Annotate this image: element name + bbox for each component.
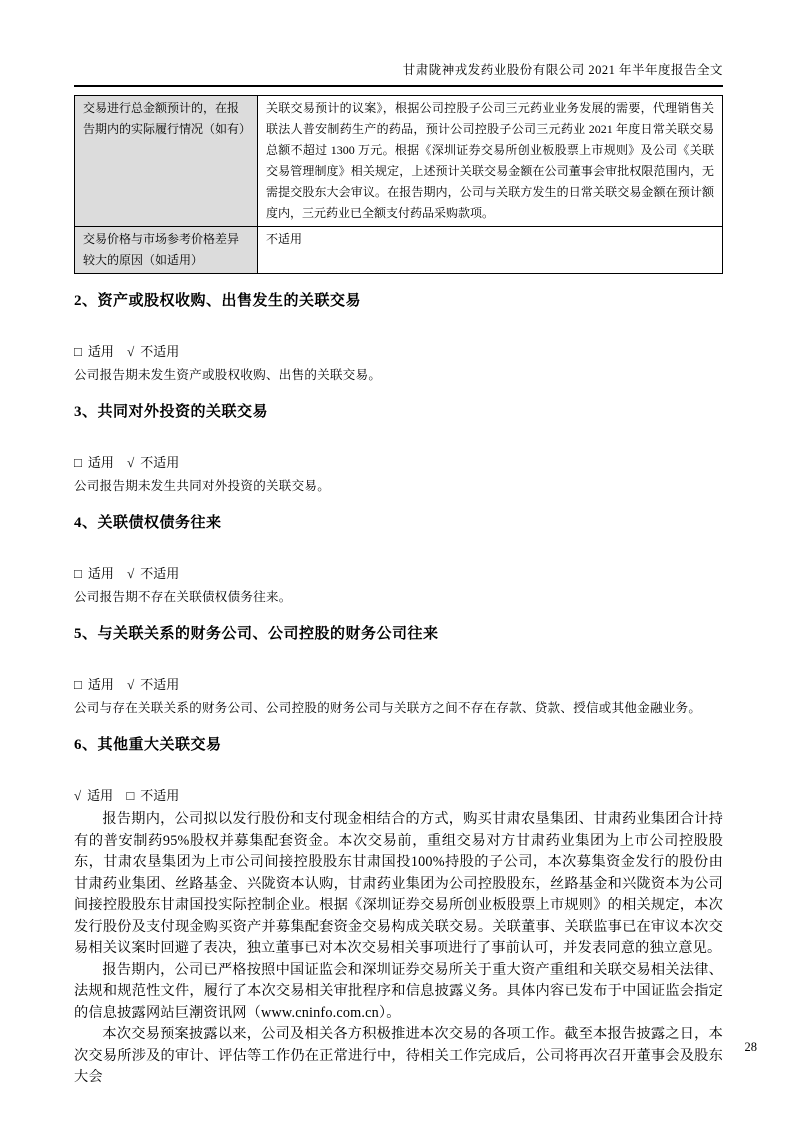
applicability-line [74, 787, 723, 804]
table-row [75, 227, 723, 274]
check-mark-icon: √ [127, 455, 135, 470]
body-paragraph: 本次交易预案披露以来，公司及相关各方积极推进本次交易的各项工作。截至本报告披露之日，本次交易所涉及的审计、评估等工作仍在正常进行中，待相关工作完成后，公司将再次召开董事会及股东大会 [74, 1026, 723, 1085]
body-paragraph: 报告期内，公司已严格按照中国证监会和深圳证券交易所关于重大资产重组和关联交易相关法律、法规和规范性文件，履行了本次交易相关审批程序和信息披露义务。具体内容已发布于中国证监会指定的信息披露网站巨潮资讯网（www.cninfo.com.cn）。 [74, 961, 723, 1021]
checkbox-unchecked-icon: □ [126, 788, 135, 803]
applicability-line [74, 565, 723, 582]
applicability-line [74, 343, 723, 360]
not-applicable-label: 不适用 [140, 677, 180, 692]
applicability-line [74, 676, 723, 693]
checkbox-unchecked-icon: □ [74, 677, 82, 692]
table-row [75, 96, 723, 227]
section-note: 公司与存在关联关系的财务公司、公司控股的财务公司与关联方之间不存在存款、贷款、授信或其他金融业务。 [74, 701, 702, 715]
section-heading: 5、与关联关系的财务公司、公司控股的财务公司往来 [74, 626, 439, 642]
row-value-actual-performance: 关联交易预计的议案》，根据公司控股子公司三元药业业务发展的需要，代理销售关联法人普安制药生产的药品，预计公司控股子公司三元药业 2021 年度日常关联交易总额不超过 1300 万元。根据《深圳证券交易所创业板股票上市规则》及公司《关联交易管理制度》相关规定，上述预计关联交易金额在公司董事会审批权限范围内，无需提交股东大会审议。在报告期内，公司与关联方发生的日常关联交易金额在预计额度内，三元药业已全额支付药品采购款项。 [258, 96, 723, 227]
applicability-line [74, 454, 723, 471]
section-asset-equity-related-transactions [74, 291, 723, 385]
applicable-label: 适用 [87, 455, 114, 470]
row-value-price-difference-reason: 不适用 [258, 227, 723, 274]
section-note: 公司报告期未发生共同对外投资的关联交易。 [74, 479, 331, 493]
section-note: 公司报告期未发生资产或股权收购、出售的关联交易。 [74, 368, 382, 382]
row-label-actual-performance: 交易进行总金额预计的，在报告期内的实际履行情况（如有） [75, 96, 258, 227]
check-mark-icon: √ [127, 344, 135, 359]
section-note: 公司报告期不存在关联债权债务往来。 [74, 590, 292, 604]
related-transactions-table [74, 95, 723, 274]
not-applicable-label: 不适用 [140, 788, 180, 803]
checkbox-unchecked-icon: □ [74, 455, 82, 470]
section-body [74, 809, 723, 1089]
check-mark-icon: √ [127, 566, 135, 581]
check-mark-icon: √ [74, 788, 82, 803]
section-joint-investment-related-transactions [74, 402, 723, 496]
checkbox-unchecked-icon: □ [74, 344, 82, 359]
not-applicable-label: 不适用 [140, 344, 180, 359]
applicable-label: 适用 [87, 788, 114, 803]
applicable-label: 适用 [87, 344, 114, 359]
not-applicable-label: 不适用 [140, 566, 180, 581]
section-heading: 3、共同对外投资的关联交易 [74, 404, 269, 420]
not-applicable-label: 不适用 [140, 455, 180, 470]
check-mark-icon: √ [127, 677, 135, 692]
checkbox-unchecked-icon: □ [74, 566, 82, 581]
body-paragraph: 报告期内，公司拟以发行股份和支付现金相结合的方式，购买甘肃农垦集团、甘肃药业集团合计持有的普安制药95%股权并募集配套资金。本次交易前，重组交易对方甘肃药业集团为上市公司控股股东，甘肃农垦集团为上市公司间接控股股东甘肃国投100%持股的子公司，本次募集资金发行的股份由甘肃药业集团、丝路基金、兴陇资本认购，甘肃药业集团为公司控股股东，丝路基金和兴陇资本为公司间接控股股东甘肃国投实际控制企业。根据《深圳证券交易所创业板股票上市规则》的相关规定，本次发行股份及支付现金购买资产并募集配套资金交易构成关联交易。关联董事、关联监事已在审议本次交易相关议案时回避了表决，独立董事已对本次交易相关事项进行了事前认可，并发表同意的独立意见。 [74, 811, 723, 956]
row-label-price-difference-reason: 交易价格与市场参考价格差异较大的原因（如适用） [75, 227, 258, 274]
section-heading: 2、资产或股权收购、出售发生的关联交易 [74, 293, 362, 309]
applicable-label: 适用 [87, 566, 114, 581]
page-title: 甘肃陇神戎发药业股份有限公司 2021 年半年度报告全文 [402, 63, 723, 77]
section-other-major-related-transactions [74, 735, 723, 1089]
section-heading: 4、关联债权债务往来 [74, 515, 222, 531]
page-number: 28 [744, 1040, 757, 1054]
section-finance-company-dealings [74, 624, 723, 718]
section-related-creditor-debtor-dealings [74, 513, 723, 607]
section-heading: 6、其他重大关联交易 [74, 737, 222, 753]
applicable-label: 适用 [87, 677, 114, 692]
header-divider [74, 85, 723, 87]
